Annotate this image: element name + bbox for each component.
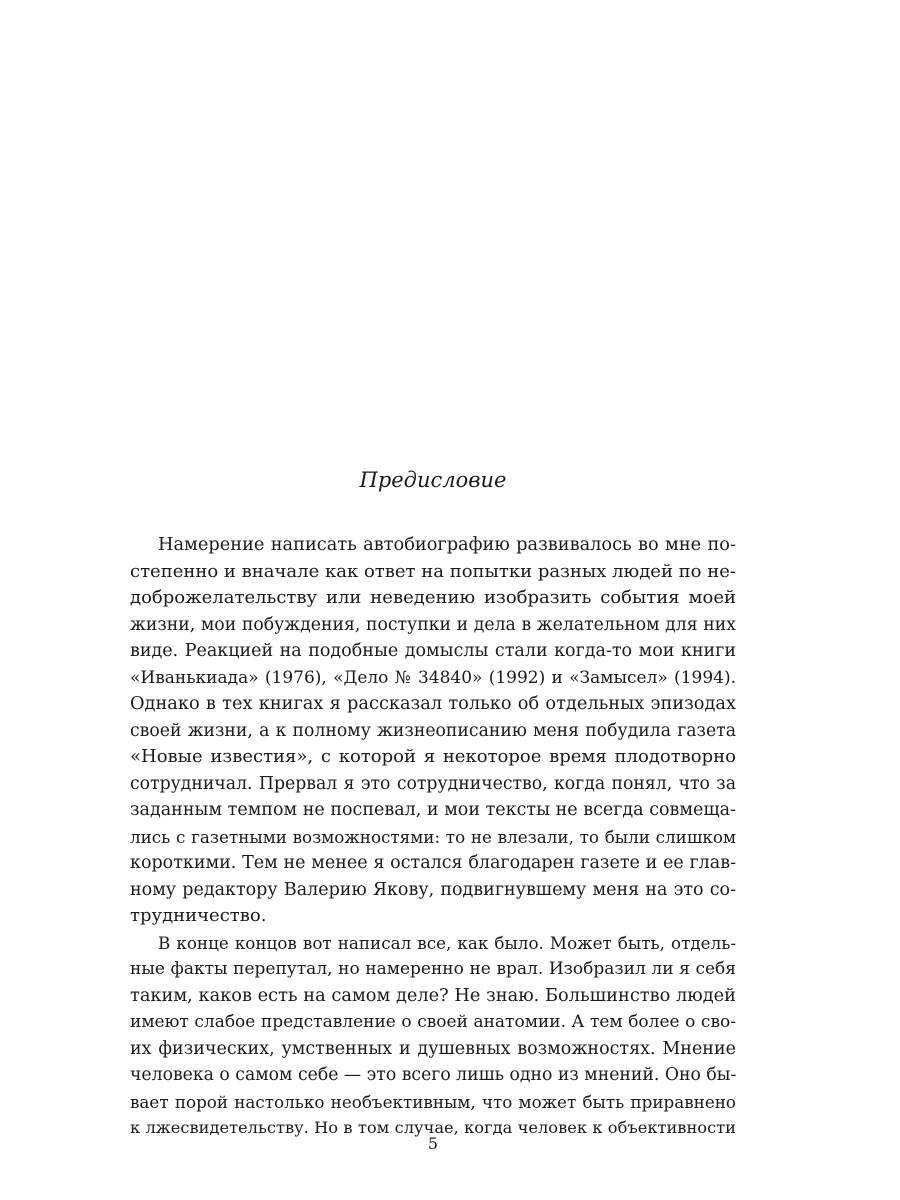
text-line: доброжелательству или неведению изобразить события моей [130, 587, 736, 608]
text-line: ные факты перепутал, но намеренно не врал. Изобразил ли я себя [130, 959, 736, 979]
text-line: их физических, умственных и душевных возможностях. Мнение [130, 1038, 736, 1059]
text-line: человека о самом себе — это всего лишь одно из мнений. Оно бы- [130, 1065, 736, 1085]
text-line: жизни, мои побуждения, поступки и дела в желательном для них [130, 614, 736, 635]
text-line: «Новые известия», с которой я некоторое время плодотворно [130, 746, 736, 767]
text-line: ному редактору Валерию Якову, подвигнувшему меня на это со- [130, 879, 736, 900]
body-text [130, 532, 736, 1142]
text-line: виде. Реакцией на подобные домыслы стали когда-то мои книги [130, 641, 736, 661]
text-line: степенно и вначале как ответ на попытки разных людей по не- [130, 560, 736, 582]
text-line: трудничество. [130, 905, 267, 926]
text-line: таким, каков есть на самом деле? Не знаю. Большинство людей [130, 985, 736, 1006]
text-line: вает порой настолько необъективным, что может быть приравнено [130, 1091, 736, 1112]
text-line: Намерение написать автобиографию развивалось во мне по- [158, 535, 736, 555]
chapter-title: Предисловие [359, 468, 507, 492]
text-line: «Иванькиада» (1976), «Дело № 34840» (1992) и «Замысел» (1994). [130, 667, 736, 688]
text-line: заданным темпом не поспевал, и мои тексты не всегда совмеща- [130, 800, 736, 820]
text-line: сотрудничал. Прервал я это сотрудничество, когда понял, что за [130, 773, 736, 794]
text-line: своей жизни, а к полному жизнеописанию меня побудила газета [130, 720, 736, 741]
text-line: лись с газетными возможностями: то не влезали, то были слишком [130, 826, 736, 847]
text-line: В конце концов вот написал все, как было. Может быть, отдель- [158, 932, 736, 953]
text-line: имеют слабое представление о своей анатомии. А тем более о сво- [130, 1012, 736, 1032]
text-line: к лжесвидетельству. Но в том случае, когда человек к объективности [130, 1118, 736, 1137]
text-line: короткими. Тем не менее я остался благодарен газете и ее глав- [130, 853, 736, 873]
text-line: Однако в тех книгах я рассказал только об отдельных эпизодах [130, 694, 736, 714]
page-number: 5 [427, 1134, 439, 1153]
